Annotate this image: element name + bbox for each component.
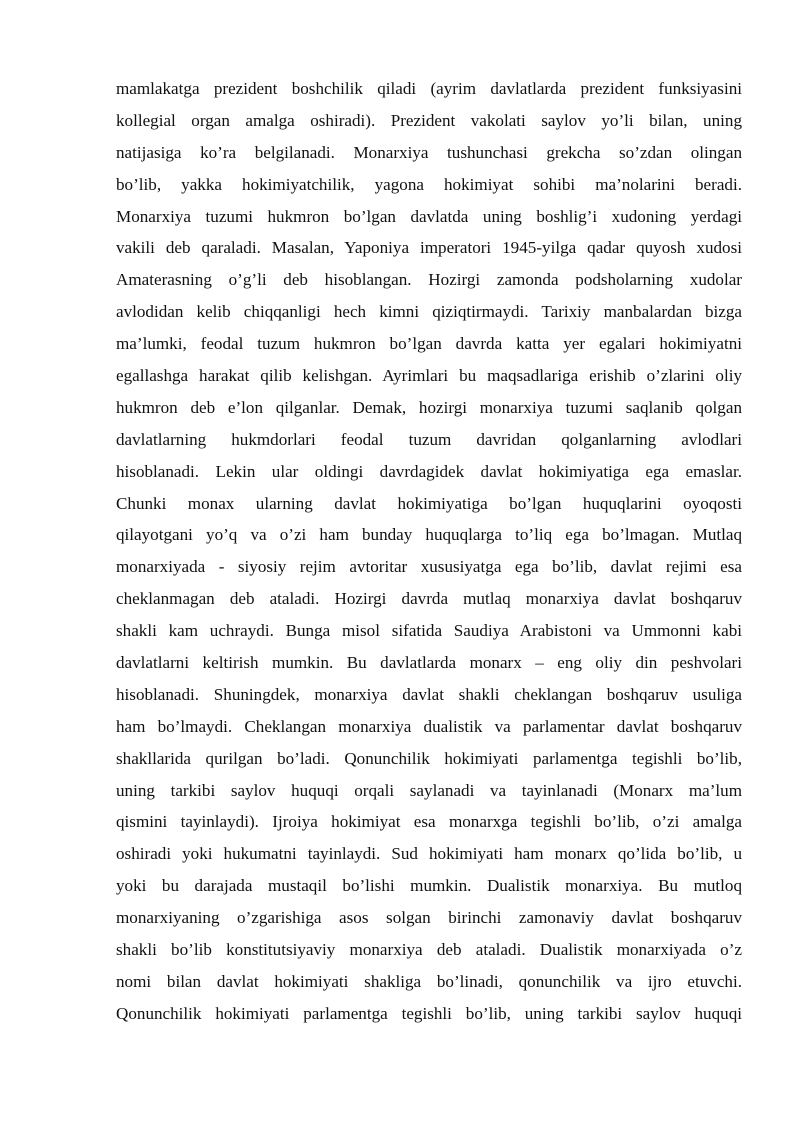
- text-line: nomi bilan davlat hokimiyati shakliga bo’linadi, qonunchilik va ijro etuvchi.: [116, 971, 742, 991]
- text-line: Monarxiya tuzumi hukmron bo’lgan davlatda uning boshlig’i xudoning yerdagi: [116, 206, 742, 226]
- text-line: hisoblanadi. Shuningdek, monarxiya davlat shakli cheklangan boshqaruv usuliga: [116, 684, 742, 704]
- text-line: uning tarkibi saylov huquqi orqali saylanadi va tayinlanadi (Monarx ma’lum: [116, 780, 742, 800]
- text-line: shakli kam uchraydi. Bunga misol sifatida Saudiya Arabistoni va Ummonni kabi: [116, 621, 742, 641]
- text-line: kollegial organ amalga oshiradi). Prezident vakolati saylov yo’li bilan, uning: [116, 110, 742, 130]
- text-line: vakili deb qaraladi. Masalan, Yaponiya imperatori 1945-yilga qadar quyosh xudosi: [116, 238, 742, 258]
- text-line: bo’lib, yakka hokimiyatchilik, yagona hokimiyat sohibi ma’nolarini beradi.: [116, 174, 742, 194]
- text-line: Amaterasning o’g’li deb hisoblangan. Hozirgi zamonda podsholarning xudolar: [116, 270, 742, 290]
- text-line: hukmron deb e’lon qilganlar. Demak, hozirgi monarxiya tuzumi saqlanib qolgan: [116, 397, 742, 417]
- text-line: monarxiyaning o’zgarishiga asos solgan birinchi zamonaviy davlat boshqaruv: [116, 908, 742, 928]
- text-line: Qonunchilik hokimiyati parlamentga tegishli bo’lib, uning tarkibi saylov huquqi: [116, 1003, 742, 1023]
- text-line: avlodidan kelib chiqqanligi hech kimni qiziqtirmaydi. Tarixiy manbalardan bizga: [116, 302, 742, 322]
- text-line: shakli bo’lib konstitutsiyaviy monarxiya deb ataladi. Dualistik monarxiyada o’z: [116, 940, 742, 960]
- text-line: ham bo’lmaydi. Cheklangan monarxiya dualistik va parlamentar davlat boshqaruv: [116, 716, 742, 736]
- text-line: hisoblanadi. Lekin ular oldingi davrdagidek davlat hokimiyatiga ega emaslar.: [116, 461, 742, 481]
- text-line: qilayotgani yo’q va o’zi ham bunday huquqlarga to’liq ega bo’lmagan. Mutlaq: [116, 525, 742, 545]
- text-line: ma’lumki, feodal tuzum hukmron bo’lgan davrda katta yer egalari hokimiyatni: [116, 334, 742, 354]
- text-line: shakllarida qurilgan bo’ladi. Qonunchilik hokimiyati parlamentga tegishli bo’lib,: [116, 748, 742, 768]
- text-line: Chunki monax ularning davlat hokimiyatiga bo’lgan huquqlarini oyoqosti: [116, 493, 742, 513]
- text-line: oshiradi yoki hukumatni tayinlaydi. Sud hokimiyati ham monarx qo’lida bo’lib, u: [116, 844, 742, 864]
- body-text: [116, 73, 742, 1030]
- text-line: monarxiyada - siyosiy rejim avtoritar xususiyatga ega bo’lib, davlat rejimi esa: [116, 557, 742, 577]
- text-line: mamlakatga prezident boshchilik qiladi (ayrim davlatlarda prezident funksiyasini: [116, 79, 742, 98]
- text-line: qismini tayinlaydi). Ijroiya hokimiyat esa monarxga tegishli bo’lib, o’zi amalga: [116, 812, 742, 832]
- text-line: cheklanmagan deb ataladi. Hozirgi davrda mutlaq monarxiya davlat boshqaruv: [116, 589, 742, 609]
- text-line: yoki bu darajada mustaqil bo’lishi mumkin. Dualistik monarxiya. Bu mutloq: [116, 876, 742, 896]
- text-line: natijasiga ko’ra belgilanadi. Monarxiya tushunchasi grekcha so’zdan olingan: [116, 142, 742, 162]
- text-line: egallashga harakat qilib kelishgan. Ayrimlari bu maqsadlariga erishib o’zlarini oliy: [116, 366, 742, 386]
- text-line: davlatlarning hukmdorlari feodal tuzum davridan qolganlarning avlodlari: [116, 429, 742, 449]
- text-line: davlatlarni keltirish mumkin. Bu davlatlarda monarx – eng oliy din peshvolari: [116, 653, 742, 673]
